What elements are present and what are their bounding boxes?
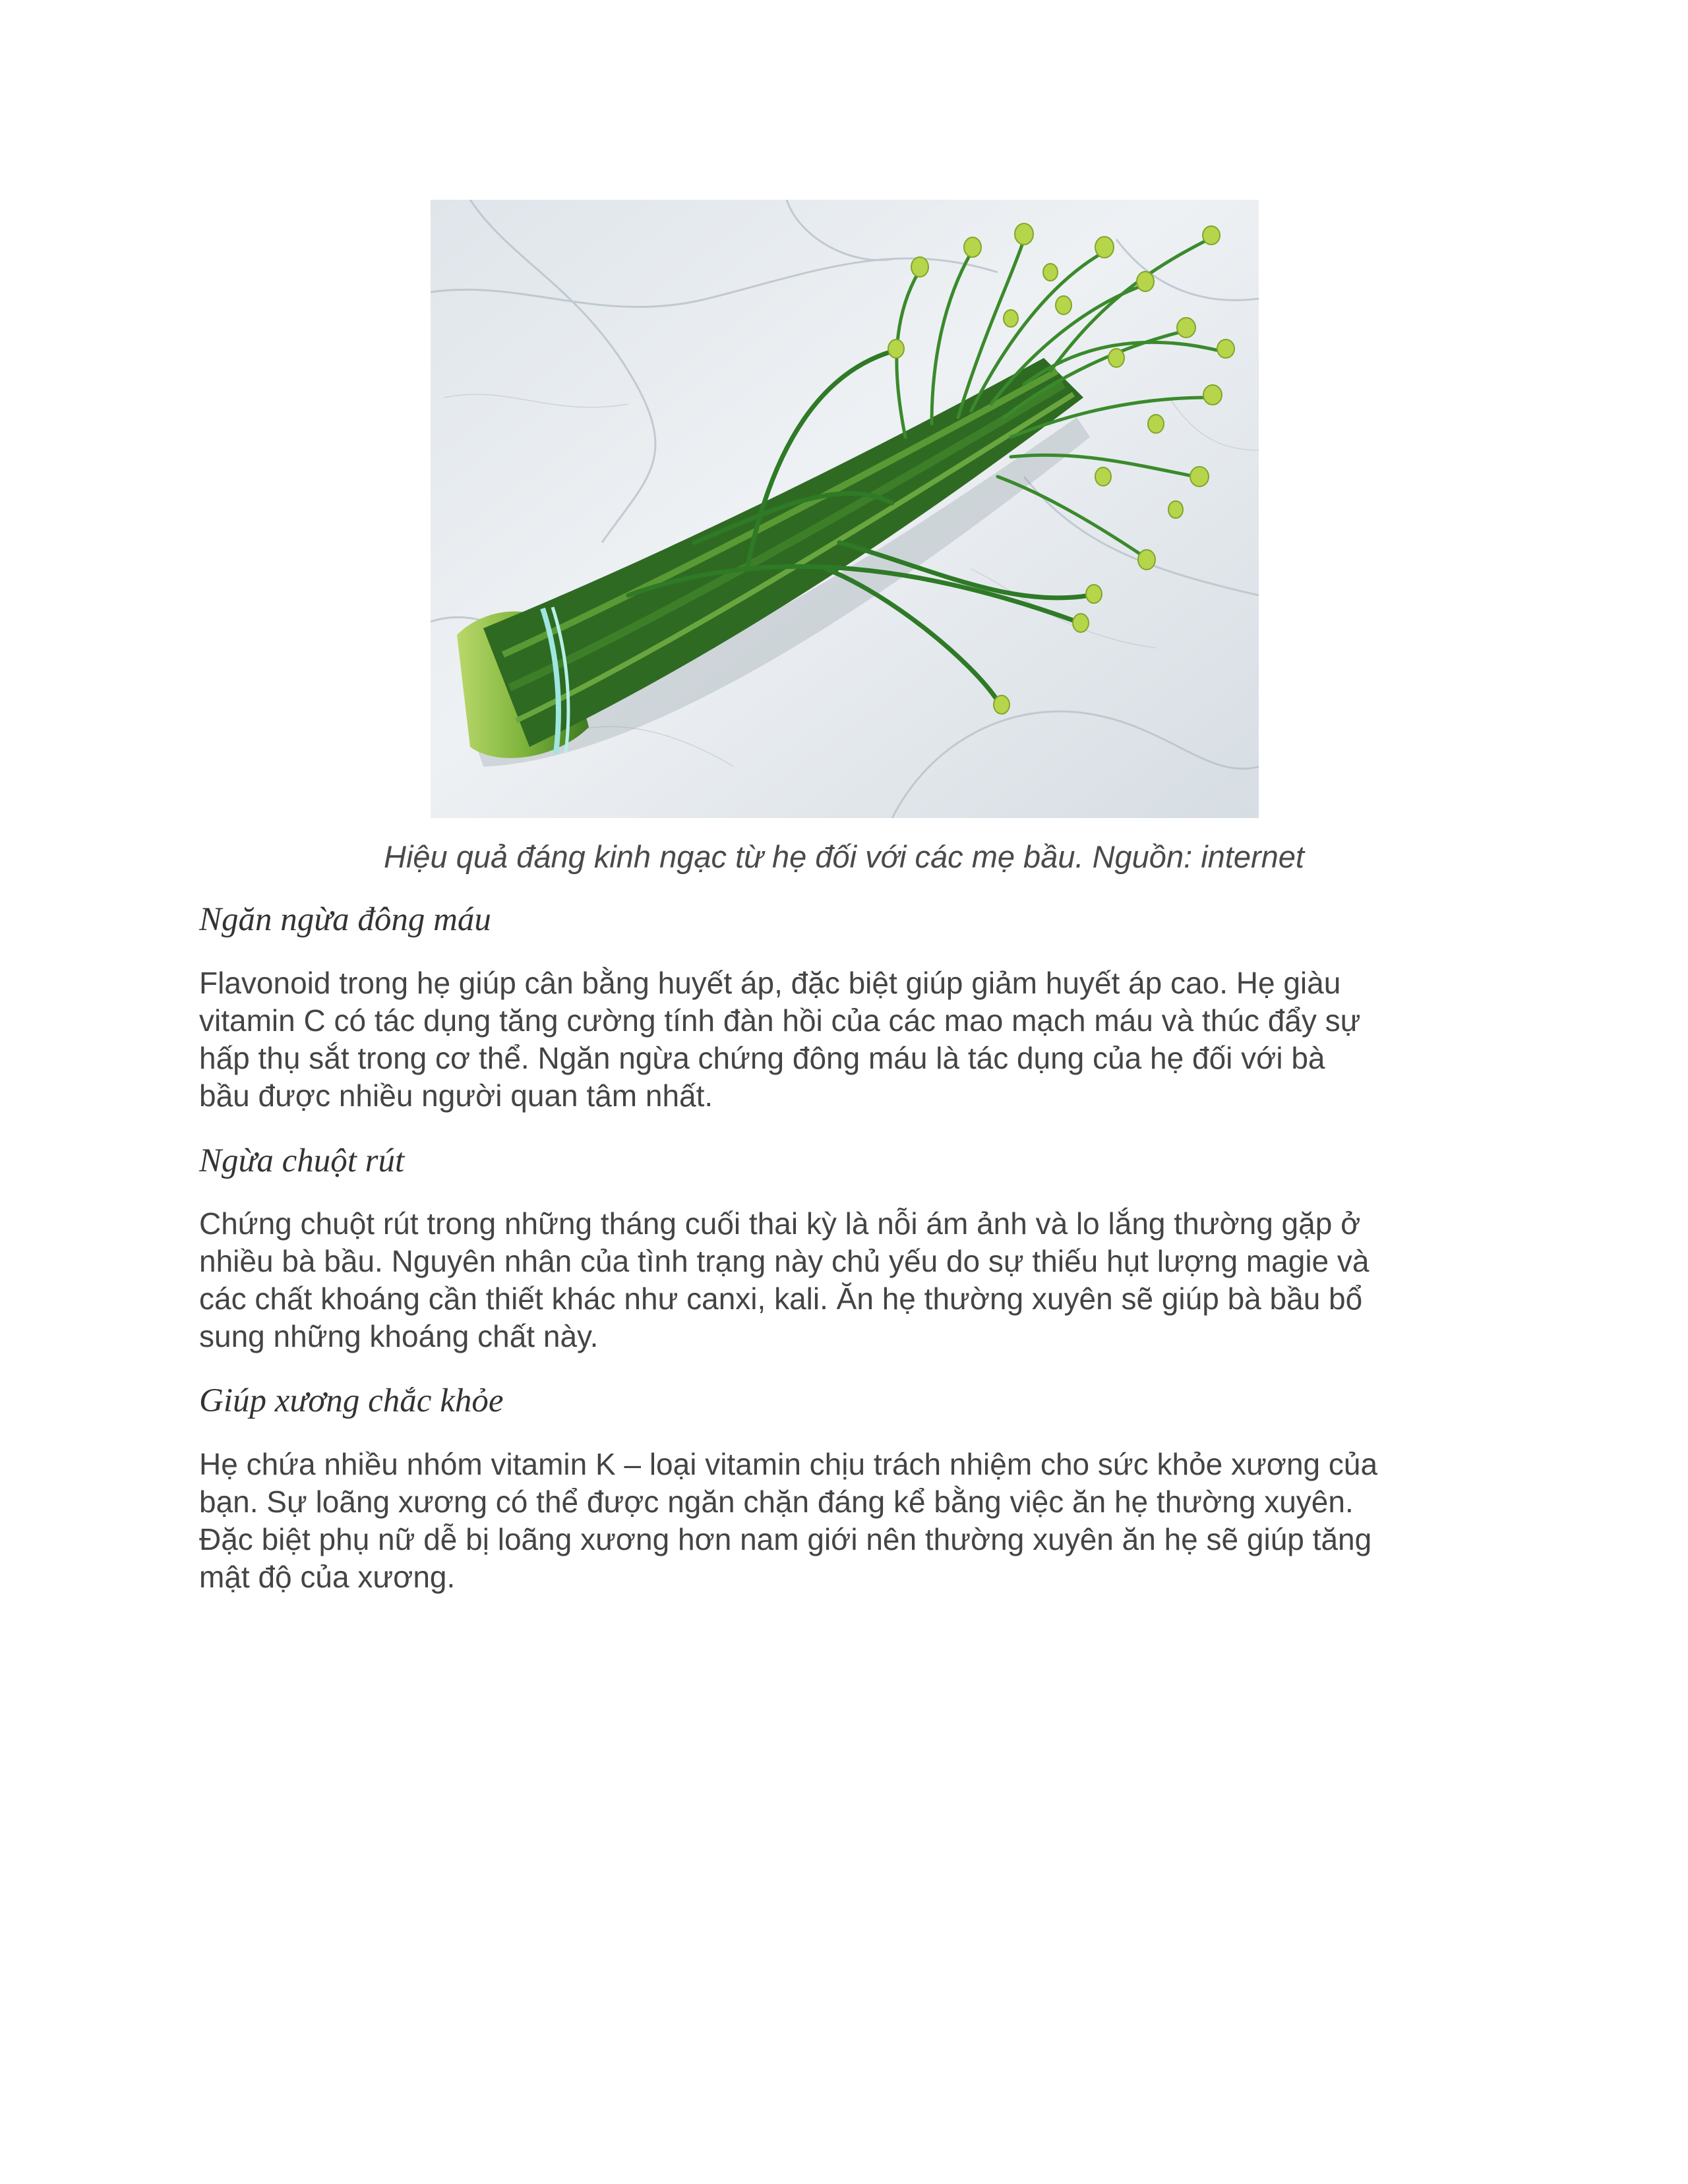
paragraph-line: mật độ của xương.	[199, 1560, 456, 1594]
paragraph-line: vitamin C có tác dụng tăng cường tính đàn hồi của các mao mạch máu và thúc đẩy sự	[199, 1003, 1361, 1038]
section-heading: Ngừa chuột rút	[199, 1142, 405, 1179]
paragraph-line: Đặc biệt phụ nữ dễ bị loãng xương hơn nam giới nên thường xuyên ăn hẹ sẽ giúp tăng	[199, 1522, 1372, 1556]
image-caption: Hiệu quả đáng kinh ngạc từ hẹ đối với các mẹ bầu. Nguồn: internet	[384, 839, 1304, 874]
paragraph-line: Chứng chuột rút trong những tháng cuối thai kỳ là nỗi ám ảnh và lo lắng thường gặp ở	[199, 1206, 1361, 1241]
section-heading: Giúp xương chắc khỏe	[199, 1382, 504, 1419]
paragraph-line: các chất khoáng cần thiết khác như canxi, kali. Ăn hẹ thường xuyên sẽ giúp bà bầu bổ	[199, 1282, 1363, 1316]
section-paragraph	[199, 1205, 1518, 1355]
section-paragraph	[199, 1446, 1518, 1596]
garlic-chives-photo	[431, 200, 1259, 818]
paragraph-line: sung những khoáng chất này.	[199, 1319, 599, 1353]
paragraph-line: Hẹ chứa nhiều nhóm vitamin K – loại vitamin chịu trách nhiệm cho sức khỏe xương của	[199, 1447, 1378, 1481]
paragraph-line: nhiều bà bầu. Nguyên nhân của tình trạng này chủ yếu do sự thiếu hụt lượng magie và	[199, 1244, 1370, 1278]
paragraph-line: Flavonoid trong hẹ giúp cân bằng huyết áp, đặc biệt giúp giảm huyết áp cao. Hẹ giàu	[199, 966, 1341, 1000]
section-heading: Ngăn ngừa đông máu	[199, 901, 491, 938]
paragraph-line: bầu được nhiều người quan tâm nhất.	[199, 1078, 713, 1113]
section-paragraph	[199, 964, 1518, 1115]
paragraph-line: hấp thụ sắt trong cơ thể. Ngăn ngừa chứng đông máu là tác dụng của hẹ đối với bà	[199, 1041, 1325, 1075]
paragraph-line: bạn. Sự loãng xương có thể được ngăn chặn đáng kể bằng việc ăn hẹ thường xuyên.	[199, 1485, 1354, 1519]
